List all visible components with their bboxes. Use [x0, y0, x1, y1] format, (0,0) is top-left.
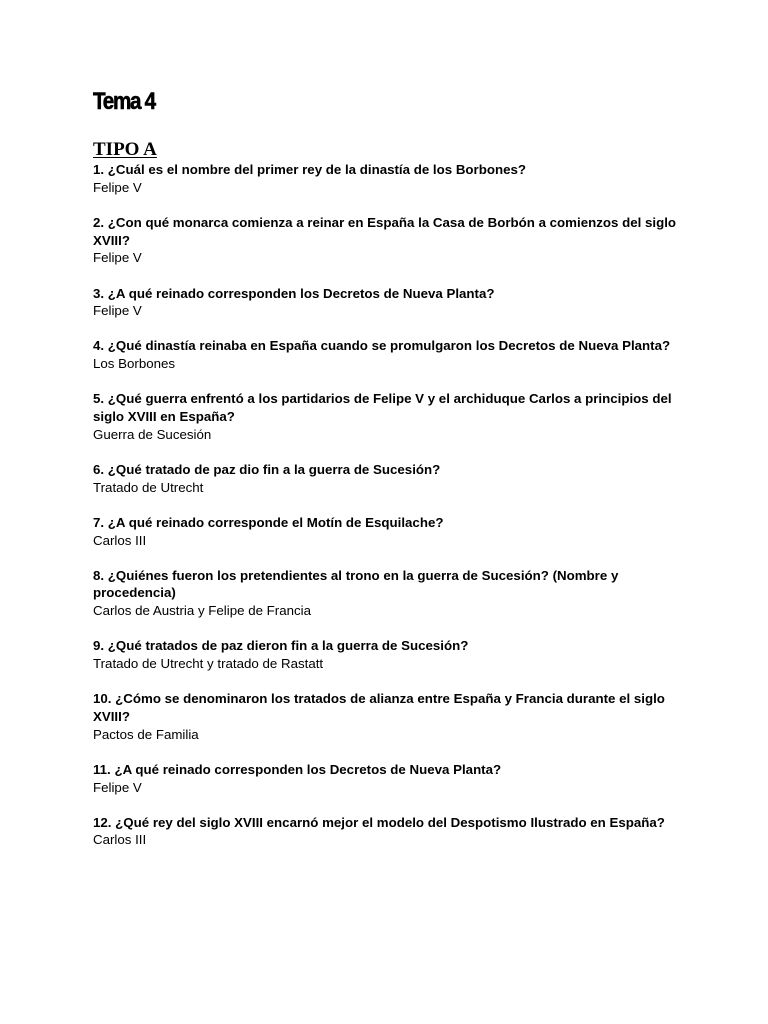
question-item — [93, 285, 683, 320]
question-item — [93, 637, 683, 672]
answer-text: Felipe V — [93, 779, 142, 795]
question-item — [93, 161, 683, 196]
question-text: 3. ¿A qué reinado corresponden los Decretos de Nueva Planta? — [93, 285, 495, 301]
answer-text: Carlos de Austria y Felipe de Francia — [93, 603, 312, 619]
question-item — [93, 390, 683, 443]
question-text: 2. ¿Con qué monarca comienza a reinar en España la Casa de Borbón a comienzos del siglo XVIII? — [93, 214, 677, 248]
question-item — [93, 690, 683, 743]
document-title: Tema 4 — [93, 88, 155, 115]
question-item — [93, 514, 683, 549]
answer-text: Tratado de Utrecht — [93, 479, 204, 495]
answer-text: Guerra de Sucesión — [93, 426, 212, 442]
question-text: 8. ¿Quiénes fueron los pretendientes al trono en la guerra de Sucesión? (Nombre y procedencia) — [93, 567, 619, 601]
question-text: 4. ¿Qué dinastía reinaba en España cuando se promulgaron los Decretos de Nueva Planta? — [93, 338, 671, 354]
answer-text: Carlos III — [93, 532, 147, 548]
answer-text: Carlos III — [93, 832, 147, 848]
question-item — [93, 761, 683, 796]
answer-text: Pactos de Familia — [93, 726, 199, 742]
question-item — [93, 461, 683, 496]
answer-text: Los Borbones — [93, 356, 176, 372]
question-list — [93, 161, 683, 849]
question-text: 7. ¿A qué reinado corresponde el Motín de Esquilache? — [93, 514, 444, 530]
question-item — [93, 814, 683, 849]
answer-text: Felipe V — [93, 303, 142, 319]
question-text: 11. ¿A qué reinado corresponden los Decretos de Nueva Planta? — [93, 761, 502, 777]
answer-text: Felipe V — [93, 179, 142, 195]
section-heading: TIPO A — [93, 139, 157, 160]
question-text: 12. ¿Qué rey del siglo XVIII encarnó mejor el modelo del Despotismo Ilustrado en España? — [93, 814, 665, 830]
question-text: 1. ¿Cuál es el nombre del primer rey de la dinastía de los Borbones? — [93, 162, 527, 177]
document-page — [93, 86, 683, 867]
question-text: 10. ¿Cómo se denominaron los tratados de alianza entre España y Francia durante el siglo XVIII? — [93, 691, 665, 724]
question-item — [93, 567, 683, 620]
question-text: 5. ¿Qué guerra enfrentó a los partidarios de Felipe V y el archiduque Carlos a principios del siglo XVIII en España? — [93, 391, 672, 425]
question-item — [93, 214, 683, 267]
question-item — [93, 337, 683, 372]
answer-text: Felipe V — [93, 250, 142, 266]
answer-text: Tratado de Utrecht y tratado de Rastatt — [93, 656, 324, 672]
question-text: 6. ¿Qué tratado de paz dio fin a la guerra de Sucesión? — [93, 461, 441, 477]
question-text: 9. ¿Qué tratados de paz dieron fin a la guerra de Sucesión? — [93, 638, 469, 654]
